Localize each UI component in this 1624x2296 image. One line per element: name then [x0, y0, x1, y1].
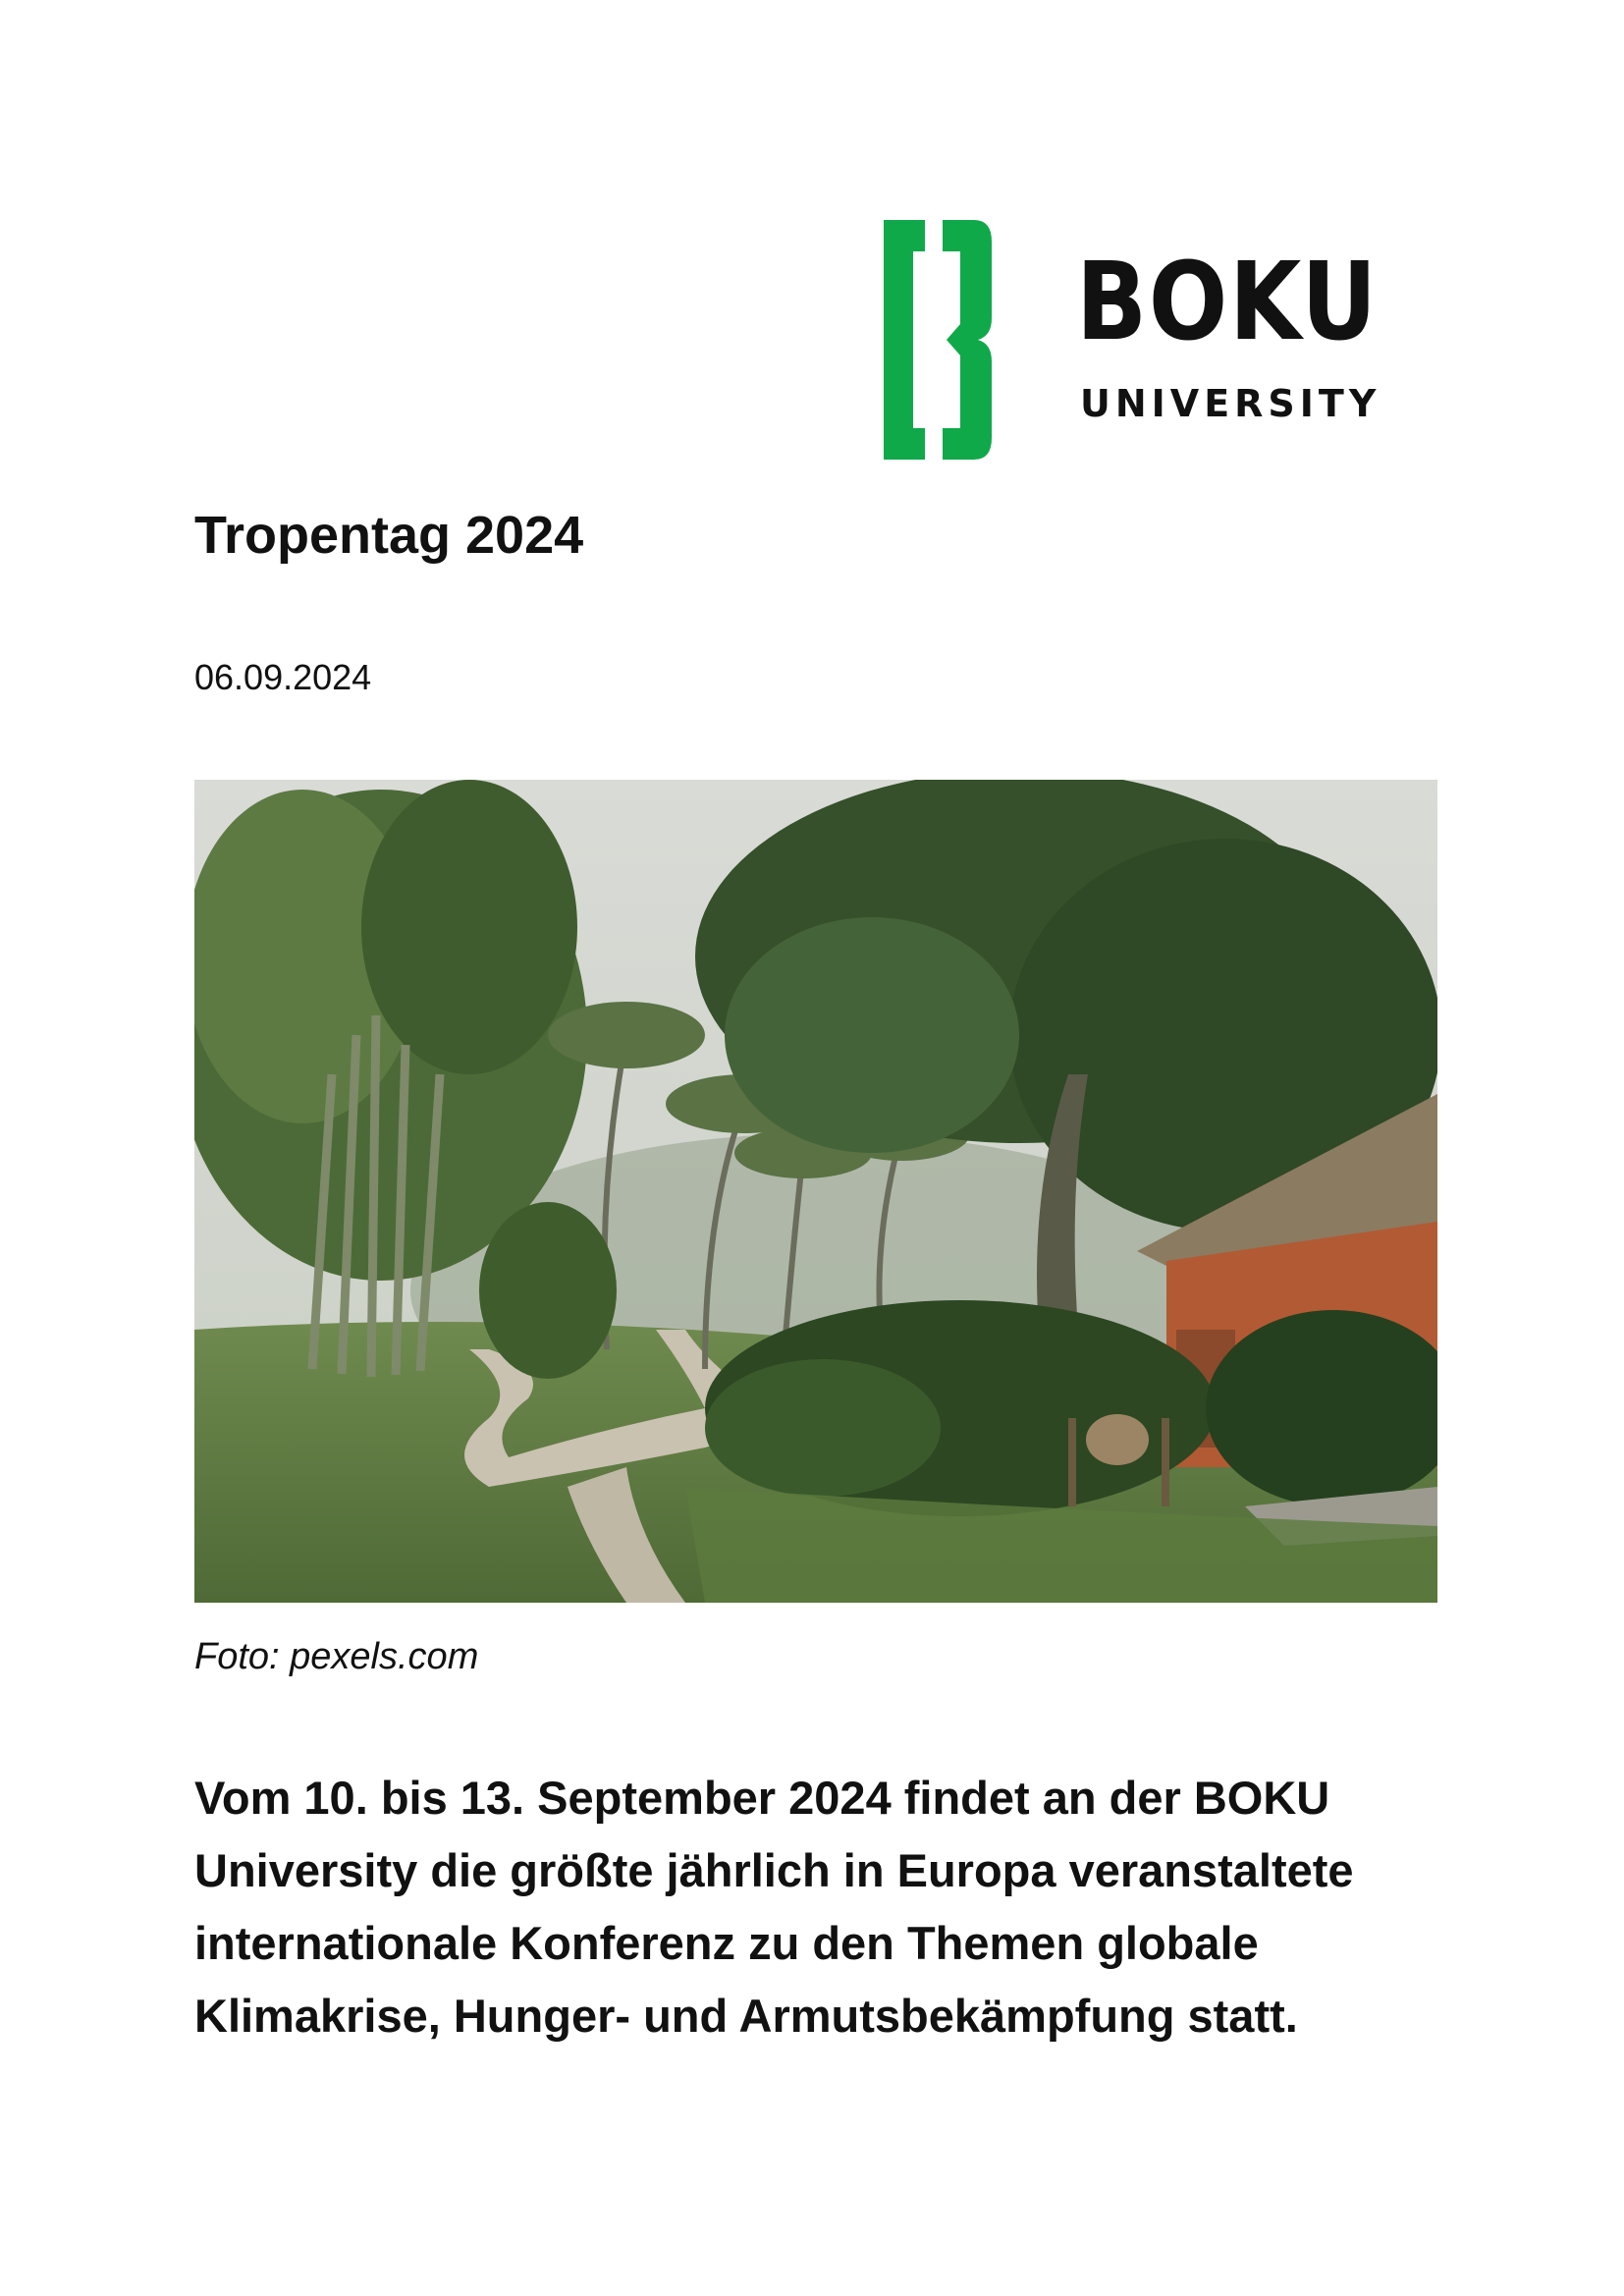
logo-subtitle: UNIVERSITY — [1080, 382, 1381, 425]
boku-logo — [884, 220, 1381, 460]
publication-date: 06.09.2024 — [194, 657, 372, 697]
tropical-garden-photo — [194, 780, 1437, 1603]
page-title: Tropentag 2024 — [194, 506, 584, 565]
article-photo — [194, 780, 1437, 1603]
photo-caption: Foto: pexels.com — [194, 1636, 479, 1677]
logo-wordmark: BOKU — [1076, 239, 1379, 364]
lead-paragraph: Vom 10. bis 13. September 2024 findet an der BOKU University die größte jährlich in Europa veranstaltete internationale Konferenz zu den Themen globale Klimakrise, Hunger- und Armutsbekämpfung statt. — [194, 1772, 1354, 2042]
boku-bracket-logo-icon — [884, 220, 994, 460]
